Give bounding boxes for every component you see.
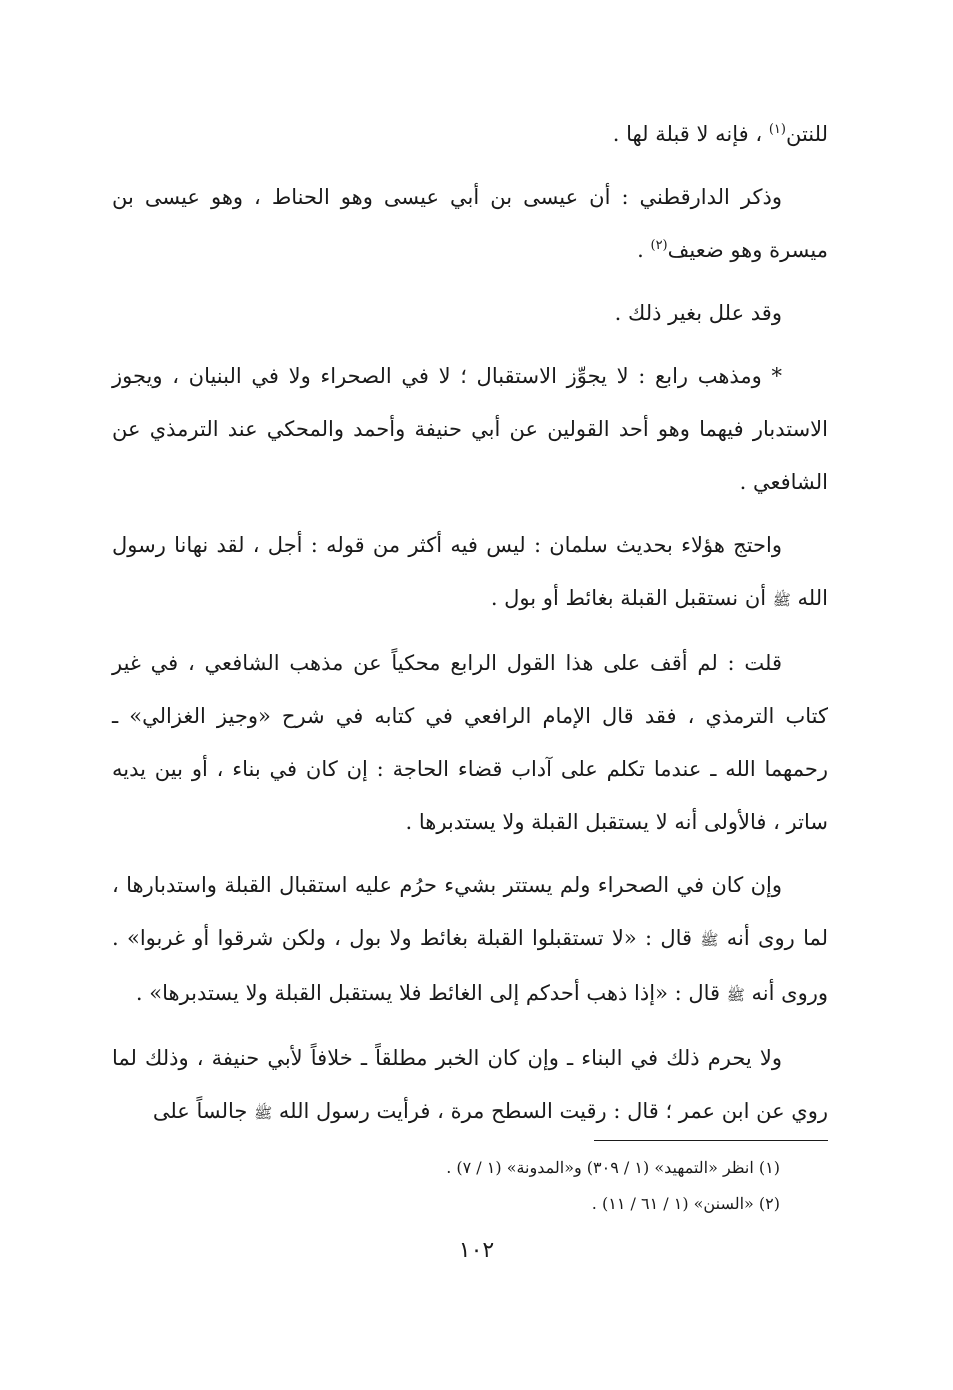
- paragraph-1: [112, 108, 828, 161]
- footnotes: [112, 1150, 780, 1222]
- paragraph-3: وقد علل بغير ذلك .: [614, 301, 782, 325]
- paragraph-7-text-a: وإن كان في الصحراء ولم يستتر بشيء حرُم عليه استقبال القبلة واستدبارها ، لما روى أنه: [112, 873, 829, 950]
- footnote-reference-1[interactable]: (١): [768, 122, 786, 137]
- paragraph-1-text-a: للنتن: [785, 122, 828, 146]
- paragraph-5-text-a: واحتج هؤلاء بحديث سلمان : ليس فيه أكثر من قوله : أجل ، لقد نهانا رسول الله: [112, 533, 828, 610]
- paragraph-7-text-b: قال : «لا تستقبلوا القبلة بغائط ولا بول ، ولكن شرقوا أو غربوا» . وروى أنه: [112, 926, 828, 1005]
- paragraph-5: [112, 519, 828, 627]
- footnote-1: (١) انظر «التمهيد» (١ / ٣٠٩) و«المدونة» (١ / ٧) .: [446, 1158, 780, 1177]
- honorific-symbol: ﷺ: [726, 986, 745, 1004]
- footnote-reference-2[interactable]: (٢): [650, 238, 668, 253]
- footnote-separator: [594, 1140, 828, 1141]
- paragraph-5-text-b: أن نستقبل القبلة بغائط أو بول .: [490, 586, 773, 610]
- honorific-symbol: ﷺ: [254, 1104, 273, 1122]
- main-text: [112, 108, 828, 1140]
- paragraph-7-text-c: قال : «إذا ذهب أحدكم إلى الغائط فلا يستقبل القبلة ولا يستدبرها» .: [135, 981, 727, 1005]
- paragraph-8-text-a: ولا يحرم ذلك في البناء ـ وإن كان الخبر مطلقاً ـ خلافاً لأبي حنيفة ، وذلك لما روي عن ابن عمر ؛ قال : رقيت السطح مرة ، فرأيت رسول الله: [112, 1046, 828, 1123]
- honorific-symbol: ﷺ: [700, 931, 719, 949]
- paragraph-4: * ومذهب رابع : لا يجوِّز الاستقبال ؛ لا في الصحراء ولا في البنيان ، ويجوز الاستدبار فيهما وهو أحد القولين عن أبي حنيفة وأحمد والمحكي عند الترمذي عن الشافعي .: [112, 364, 828, 494]
- honorific-symbol: ﷺ: [772, 591, 791, 609]
- paragraph-2: [112, 171, 828, 277]
- paragraph-2-text-a: وذكر الدارقطني : أن عيسى بن أبي عيسى وهو الحناط ، وهو عيسى بن ميسرة وهو ضعيف: [112, 185, 828, 262]
- page-number: ١٠٢: [458, 1238, 495, 1263]
- paragraph-6: قلت : لم أقف على هذا القول الرابع محكياً عن مذهب الشافعي ، في غير كتاب الترمذي ، فقد قال الإمام الرافعي في كتابه في شرح «وجيز الغزالي» ـ رحمهما الله ـ عندما تكلم على آداب قضاء الحاجة : إن كان في بناء ، أو بين يديه ساتر ، فالأولى أنه لا يستقبل القبلة ولا يستدبرها .: [112, 651, 828, 834]
- paragraph-1-text-b: ، فإنه لا قبلة لها .: [612, 122, 769, 146]
- paragraph-7: [112, 859, 828, 1022]
- paragraph-8: [112, 1032, 828, 1140]
- footnote-2: (٢) «السنن» (١ / ٦١ / ١١) .: [591, 1194, 780, 1213]
- paragraph-8-text-b: جالساً على: [152, 1099, 255, 1123]
- paragraph-2-text-b: .: [637, 238, 651, 262]
